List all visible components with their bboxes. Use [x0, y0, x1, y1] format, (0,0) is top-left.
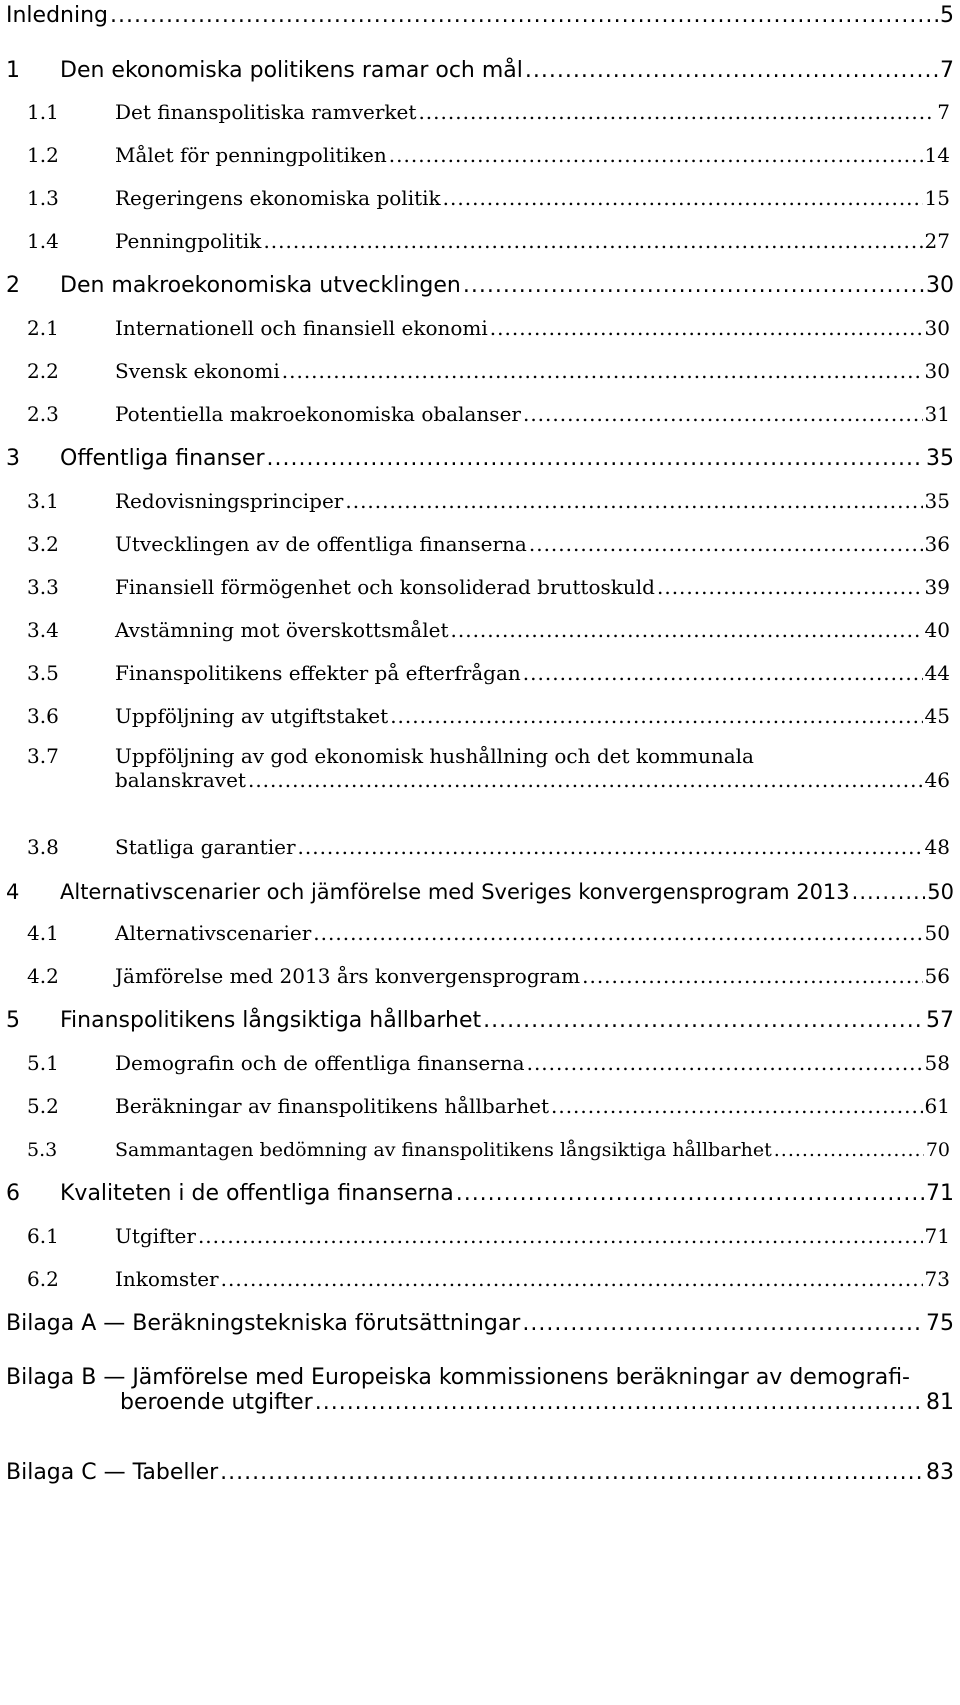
toc-number: 6.2: [27, 1267, 59, 1291]
toc-entry-inledning[interactable]: [6, 0, 954, 28]
toc-title: Uppföljning av utgiftstaket: [115, 704, 389, 728]
toc-page: 48: [924, 835, 950, 859]
dot-leader: [443, 186, 923, 210]
toc-title-line2: beroende utgifter: [120, 1390, 313, 1415]
dot-leader: [522, 1311, 924, 1336]
toc-page: 75: [926, 1311, 954, 1336]
toc-section-2-2[interactable]: [27, 355, 950, 383]
toc-number: 3.7: [27, 744, 59, 768]
dot-leader: [774, 1139, 924, 1161]
toc-page: 40: [924, 618, 950, 642]
toc-title: Potentiella makroekonomiska obalanser: [115, 402, 521, 426]
toc-title: Beräkningar av finanspolitikens hållbarhet: [115, 1094, 549, 1118]
toc-title: Inkomster: [115, 1267, 219, 1291]
toc-title-line2: balanskravet: [115, 768, 246, 792]
toc-chapter-5[interactable]: [6, 1003, 954, 1033]
toc-number: 4.2: [27, 964, 59, 988]
toc-page: 46: [924, 768, 950, 792]
toc-number: 4.1: [27, 921, 59, 945]
toc-page: 61: [924, 1094, 950, 1118]
toc-section-3-7[interactable]: [27, 744, 950, 806]
toc-title: Sammantagen bedömning av finanspolitikens långsiktiga hållbarhet: [115, 1139, 772, 1161]
dot-leader: [525, 58, 938, 83]
toc-chapter-3[interactable]: [6, 441, 954, 471]
dot-leader: [582, 964, 922, 988]
toc-title: Penningpolitik: [115, 229, 262, 253]
dot-leader: [490, 316, 923, 340]
dot-leader: [110, 3, 938, 28]
toc-title: Bilaga C — Tabeller: [6, 1460, 219, 1485]
toc-appendix-a[interactable]: [6, 1306, 954, 1336]
dot-leader: [657, 575, 923, 599]
toc-section-5-2[interactable]: [27, 1090, 950, 1118]
toc-page: 44: [924, 661, 950, 685]
toc-number: 3.6: [27, 704, 59, 728]
toc-number: 5.3: [27, 1139, 58, 1161]
toc-number: 3.2: [27, 532, 59, 556]
toc-title: Offentliga finanser: [60, 446, 265, 471]
toc-page: 71: [924, 1224, 950, 1248]
dot-leader: [527, 1051, 923, 1075]
toc-section-3-1[interactable]: [27, 485, 950, 513]
toc-number: 5: [6, 1008, 20, 1033]
dot-leader: [852, 880, 926, 904]
toc-page: 45: [924, 704, 950, 728]
toc-section-6-1[interactable]: [27, 1220, 950, 1248]
dot-leader: [248, 768, 923, 792]
toc-title: Regeringens ekonomiska politik: [115, 186, 441, 210]
toc-number: 3.8: [27, 835, 59, 859]
toc-section-2-1[interactable]: [27, 312, 950, 340]
toc-page: 81: [926, 1390, 954, 1415]
toc-chapter-2[interactable]: [6, 268, 954, 298]
toc-section-1-3[interactable]: [27, 182, 950, 210]
toc-number: 3.3: [27, 575, 59, 599]
toc-title: Utgifter: [115, 1224, 196, 1248]
dot-leader: [529, 532, 923, 556]
toc-section-3-8[interactable]: [27, 831, 950, 859]
toc-title: Inledning: [6, 3, 109, 28]
toc-title: Bilaga A — Beräkningstekniska förutsättningar: [6, 1311, 521, 1336]
toc-page: 56: [924, 964, 950, 988]
dot-leader: [451, 618, 923, 642]
toc-chapter-6[interactable]: [6, 1176, 954, 1206]
toc-title: Svensk ekonomi: [115, 359, 280, 383]
dot-leader: [315, 1390, 924, 1415]
toc-title-line2-row: [27, 768, 950, 792]
toc-page: 58: [924, 1051, 950, 1075]
toc-page: 35: [924, 489, 950, 513]
toc-title: Målet för penningpolitiken: [115, 143, 387, 167]
toc-page: 39: [924, 575, 950, 599]
toc-page: 15: [924, 186, 950, 210]
toc-page: 30: [926, 273, 954, 298]
toc-title: Utvecklingen av de offentliga finanserna: [115, 532, 527, 556]
toc-section-3-6[interactable]: [27, 700, 950, 728]
toc-page: 5: [940, 3, 954, 28]
toc-title: Redovisningsprinciper: [115, 489, 344, 513]
dot-leader: [282, 359, 923, 383]
toc-number: 2.3: [27, 402, 59, 426]
toc-appendix-b[interactable]: [6, 1365, 954, 1429]
toc-page: 36: [924, 532, 950, 556]
toc-title: Statliga garantier: [115, 835, 296, 859]
toc-title: Det finanspolitiska ramverket: [115, 100, 417, 124]
toc-page: 71: [926, 1181, 954, 1206]
toc-number: 6: [6, 1181, 20, 1206]
toc-appendix-c[interactable]: [6, 1455, 954, 1485]
toc-page: 57: [926, 1008, 954, 1033]
toc-chapter-4[interactable]: [6, 874, 954, 904]
toc-title-line1: Uppföljning av god ekonomisk hushållning och det kommunala: [115, 744, 754, 768]
toc-section-1-2[interactable]: [27, 139, 950, 167]
toc-title: Internationell och finansiell ekonomi: [115, 316, 488, 340]
dot-leader: [390, 704, 922, 728]
toc-page: 7: [940, 58, 954, 83]
toc-section-4-2[interactable]: [27, 960, 950, 988]
toc-number: 4: [6, 880, 20, 904]
toc-page: 83: [926, 1460, 954, 1485]
toc-number: 1: [6, 58, 20, 83]
toc-title: Alternativscenarier och jämförelse med Sveriges konvergensprogram 2013: [60, 880, 850, 904]
toc-page: 30: [924, 359, 950, 383]
toc-title-line2-row: [6, 1390, 954, 1415]
dot-leader: [389, 143, 923, 167]
toc-title: Alternativscenarier: [115, 921, 312, 945]
toc-section-6-2[interactable]: [27, 1263, 950, 1291]
toc-page: 35: [926, 446, 954, 471]
dot-leader: [483, 1008, 924, 1033]
toc-number: 1.1: [27, 100, 59, 124]
toc-page: 7: [937, 100, 950, 124]
toc-title: Jämförelse med 2013 års konvergensprogram: [115, 964, 581, 988]
dot-leader: [221, 1267, 923, 1291]
dot-leader: [463, 273, 924, 298]
dot-leader: [263, 229, 922, 253]
toc-page: 27: [924, 229, 950, 253]
toc-number: 5.2: [27, 1094, 59, 1118]
toc-title-line1: Bilaga B — Jämförelse med Europeiska kommissionens beräkningar av demografi-: [6, 1365, 910, 1390]
dot-leader: [523, 402, 923, 426]
toc-section-4-1[interactable]: [27, 917, 950, 945]
toc-number: 3: [6, 446, 20, 471]
toc-number: 3.1: [27, 489, 59, 513]
toc-number: 1.2: [27, 143, 59, 167]
toc-section-5-3[interactable]: [27, 1133, 950, 1161]
toc-page: 14: [924, 143, 950, 167]
toc-title: Demografin och de offentliga finanserna: [115, 1051, 525, 1075]
dot-leader: [313, 921, 922, 945]
toc-page: 70: [925, 1139, 950, 1161]
toc-section-3-5[interactable]: [27, 657, 950, 685]
toc-number: 3.5: [27, 661, 59, 685]
dot-leader: [523, 661, 923, 685]
toc-section-5-1[interactable]: [27, 1047, 950, 1075]
toc-title: Finanspolitikens långsiktiga hållbarhet: [60, 1008, 482, 1033]
toc-number: 1.3: [27, 186, 59, 210]
toc-page: 30: [924, 316, 950, 340]
toc-title: Den makroekonomiska utvecklingen: [60, 273, 461, 298]
toc-chapter-1[interactable]: [6, 53, 954, 83]
dot-leader: [345, 489, 922, 513]
toc-number: 1.4: [27, 229, 59, 253]
toc-section-3-2[interactable]: [27, 528, 950, 556]
toc-number: 2.2: [27, 359, 59, 383]
toc-section-3-3[interactable]: [27, 571, 950, 599]
toc-title: Finansiell förmögenhet och konsoliderad bruttoskuld: [115, 575, 655, 599]
dot-leader: [456, 1181, 924, 1206]
toc-title: Finanspolitikens effekter på efterfrågan: [115, 661, 521, 685]
toc-page: 50: [924, 921, 950, 945]
toc-number: 3.4: [27, 618, 59, 642]
toc-title: Den ekonomiska politikens ramar och mål: [60, 58, 523, 83]
toc-number: 6.1: [27, 1224, 59, 1248]
toc-section-2-3[interactable]: [27, 398, 950, 426]
toc-number: 2.1: [27, 316, 59, 340]
toc-page: 31: [924, 402, 950, 426]
toc-section-1-1[interactable]: [27, 96, 950, 124]
toc-title: Avstämning mot överskottsmålet: [115, 618, 449, 642]
dot-leader: [298, 835, 923, 859]
toc-title: Kvaliteten i de offentliga finanserna: [60, 1181, 454, 1206]
toc-number: 5.1: [27, 1051, 59, 1075]
dot-leader: [418, 100, 935, 124]
dot-leader: [198, 1224, 923, 1248]
dot-leader: [267, 446, 924, 471]
toc-number: 2: [6, 273, 20, 298]
toc-page: 50: [927, 880, 954, 904]
dot-leader: [551, 1094, 923, 1118]
toc-section-3-4[interactable]: [27, 614, 950, 642]
toc-section-1-4[interactable]: [27, 225, 950, 253]
toc-page: 73: [924, 1267, 950, 1291]
dot-leader: [220, 1460, 924, 1485]
